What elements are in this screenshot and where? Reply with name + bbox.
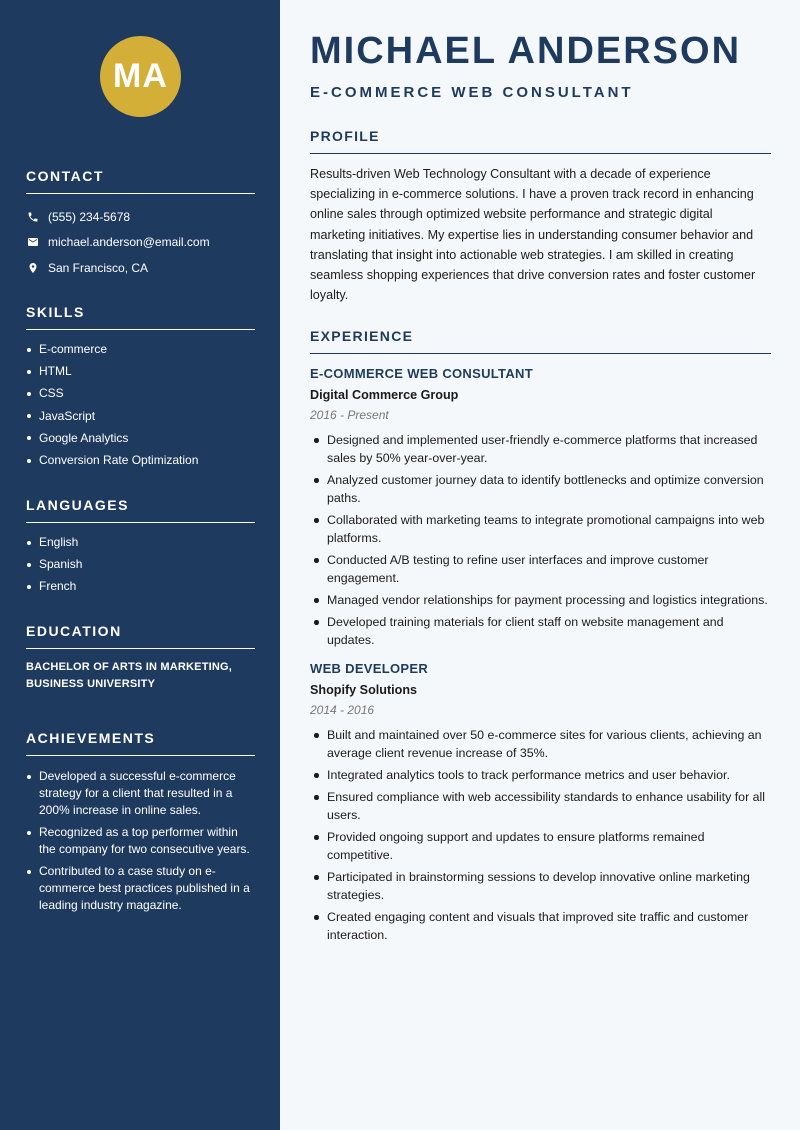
skill-item: Google Analytics xyxy=(26,427,255,449)
candidate-title: E-COMMERCE WEB CONSULTANT xyxy=(310,84,634,101)
job-duty: Provided ongoing support and updates to ensure platforms remained competitive. xyxy=(310,828,771,864)
contact-location xyxy=(26,255,255,281)
sidebar xyxy=(0,0,280,1130)
job-company: Shopify Solutions xyxy=(310,683,418,697)
language-item: English xyxy=(26,531,255,553)
contact-phone-text[interactable]: (555) 234-5678 xyxy=(48,209,131,224)
languages-heading: LANGUAGES xyxy=(26,497,255,523)
job-duty: Created engaging content and visuals that improved site traffic and customer interaction. xyxy=(310,908,771,944)
language-item: Spanish xyxy=(26,553,255,575)
profile-heading: PROFILE xyxy=(310,128,771,154)
job-duty: Developed training materials for client staff on website management and updates. xyxy=(310,613,771,649)
phone-icon xyxy=(26,210,39,223)
contact-email-text[interactable]: michael.anderson@email.com xyxy=(48,235,210,250)
contact-email xyxy=(26,230,255,256)
language-item: French xyxy=(26,575,255,597)
job-entry xyxy=(310,661,771,944)
job-duty: Managed vendor relationships for payment processing and logistics integrations. xyxy=(310,591,771,609)
job-dates: 2016 - Present xyxy=(310,408,389,422)
job-duty: Designed and implemented user-friendly e-commerce platforms that increased sales by 50% year-over-year. xyxy=(310,431,771,467)
job-duty: Conducted A/B testing to refine user interfaces and improve customer engagement. xyxy=(310,551,771,587)
job-duty: Ensured compliance with web accessibility standards to enhance usability for all users. xyxy=(310,788,771,824)
experience-heading: EXPERIENCE xyxy=(310,328,771,354)
skill-item: E-commerce xyxy=(26,338,255,360)
job-role: E-COMMERCE WEB CONSULTANT xyxy=(310,366,533,381)
profile-text: Results-driven Web Technology Consultant with a decade of experience specializing in e-commerce solutions. I have a proven track record in enhancing online sales through optimized website performance and strategic digital marketing initiatives. My expertise lies in understanding consumer behavior and translating that insight into actionable web strategies. I am skilled in creating seamless shopping experiences that drive conversion rates and foster customer loyalty. xyxy=(310,167,756,303)
skill-item: JavaScript xyxy=(26,405,255,427)
location-pin-icon xyxy=(26,261,39,274)
job-duty: Participated in brainstorming sessions to develop innovative online marketing strategies. xyxy=(310,868,771,904)
job-duty: Analyzed customer journey data to identify bottlenecks and optimize conversion paths. xyxy=(310,471,771,507)
contact-location-text: San Francisco, CA xyxy=(48,260,149,275)
languages-section xyxy=(26,497,255,598)
achievements-heading: ACHIEVEMENTS xyxy=(26,730,255,756)
experience-section xyxy=(310,328,771,948)
job-entry xyxy=(310,366,771,649)
job-company: Digital Commerce Group xyxy=(310,388,459,402)
education-entry: BACHELOR OF ARTS IN MARKETING, BUSINESS UNIVERSITY xyxy=(26,661,233,690)
achievements-section xyxy=(26,730,255,919)
contact-heading: CONTACT xyxy=(26,168,255,194)
skill-item: HTML xyxy=(26,360,255,382)
education-section xyxy=(26,623,255,693)
job-duty: Integrated analytics tools to track performance metrics and user behavior. xyxy=(310,766,771,784)
profile-section xyxy=(310,128,771,305)
achievement-item: Contributed to a case study on e-commerce best practices published in a leading industry magazine. xyxy=(26,863,255,914)
contact-phone xyxy=(26,204,255,230)
job-duty: Built and maintained over 50 e-commerce sites for various clients, achieving an average client revenue increase of 35%. xyxy=(310,726,771,762)
contact-section xyxy=(26,168,255,281)
job-dates: 2014 - 2016 xyxy=(310,703,375,717)
candidate-name: MICHAEL ANDERSON xyxy=(310,30,742,72)
skill-item: Conversion Rate Optimization xyxy=(26,449,255,471)
job-duty: Collaborated with marketing teams to integrate promotional campaigns into web platforms. xyxy=(310,511,771,547)
job-role: WEB DEVELOPER xyxy=(310,661,429,676)
achievement-item: Recognized as a top performer within the company for two consecutive years. xyxy=(26,824,255,858)
skills-section xyxy=(26,304,255,471)
skills-heading: SKILLS xyxy=(26,304,255,330)
avatar: MA xyxy=(100,36,181,117)
skill-item: CSS xyxy=(26,382,255,404)
email-icon xyxy=(26,236,39,249)
education-heading: EDUCATION xyxy=(26,623,255,649)
achievement-item: Developed a successful e-commerce strategy for a client that resulted in a 200% increase in online sales. xyxy=(26,768,255,819)
